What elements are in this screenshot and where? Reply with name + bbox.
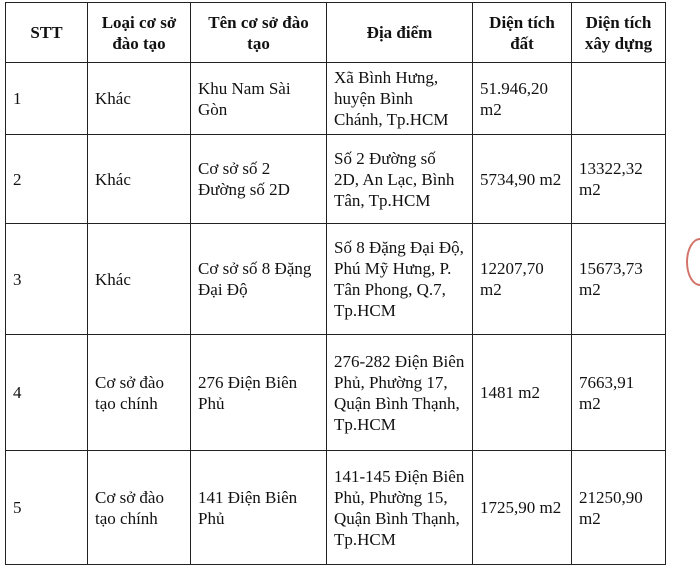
cell-land-area: 1725,90 m2 — [473, 451, 572, 565]
cell-name: Cơ sở số 8 Đặng Đại Độ — [191, 224, 327, 335]
training-facilities-table — [5, 2, 666, 565]
table-row — [6, 451, 666, 565]
cell-type: Cơ sở đào tạo chính — [88, 451, 191, 565]
cell-land-area: 51.946,20 m2 — [473, 63, 572, 135]
header-name: Tên cơ sở đào tạo — [191, 3, 327, 63]
cell-build-area: 21250,90 m2 — [572, 451, 666, 565]
cell-location: Xã Bình Hưng, huyện Bình Chánh, Tp.HCM — [327, 63, 473, 135]
header-build-area: Diện tích xây dựng — [572, 3, 666, 63]
cell-stt: 4 — [6, 335, 88, 451]
table-row — [6, 63, 666, 135]
cell-type: Khác — [88, 135, 191, 224]
cell-type: Khác — [88, 224, 191, 335]
cell-location: Số 2 Đường số 2D, An Lạc, Bình Tân, Tp.HCM — [327, 135, 473, 224]
cell-stt: 3 — [6, 224, 88, 335]
stamp-edge-mark — [686, 238, 700, 286]
table-row — [6, 335, 666, 451]
cell-name: 276 Điện Biên Phủ — [191, 335, 327, 451]
table-row — [6, 224, 666, 335]
cell-stt: 5 — [6, 451, 88, 565]
cell-location: Số 8 Đặng Đại Độ, Phú Mỹ Hưng, P. Tân Phong, Q.7, Tp.HCM — [327, 224, 473, 335]
cell-land-area: 1481 m2 — [473, 335, 572, 451]
cell-type: Cơ sở đào tạo chính — [88, 335, 191, 451]
cell-build-area: 13322,32 m2 — [572, 135, 666, 224]
cell-land-area: 12207,70 m2 — [473, 224, 572, 335]
header-type: Loại cơ sở đào tạo — [88, 3, 191, 63]
cell-name: Cơ sở số 2 Đường số 2D — [191, 135, 327, 224]
cell-stt: 1 — [6, 63, 88, 135]
cell-land-area: 5734,90 m2 — [473, 135, 572, 224]
cell-build-area: 7663,91 m2 — [572, 335, 666, 451]
header-land-area: Diện tích đất — [473, 3, 572, 63]
cell-name: Khu Nam Sài Gòn — [191, 63, 327, 135]
table-header-row — [6, 3, 666, 63]
table-row — [6, 135, 666, 224]
header-stt: STT — [6, 3, 88, 63]
cell-type: Khác — [88, 63, 191, 135]
cell-build-area: 15673,73 m2 — [572, 224, 666, 335]
cell-stt: 2 — [6, 135, 88, 224]
cell-location: 276-282 Điện Biên Phủ, Phường 17, Quận Bình Thạnh, Tp.HCM — [327, 335, 473, 451]
cell-build-area — [572, 63, 666, 135]
cell-name: 141 Điện Biên Phủ — [191, 451, 327, 565]
header-location: Địa điểm — [327, 3, 473, 63]
cell-location: 141-145 Điện Biên Phủ, Phường 15, Quận Bình Thạnh, Tp.HCM — [327, 451, 473, 565]
